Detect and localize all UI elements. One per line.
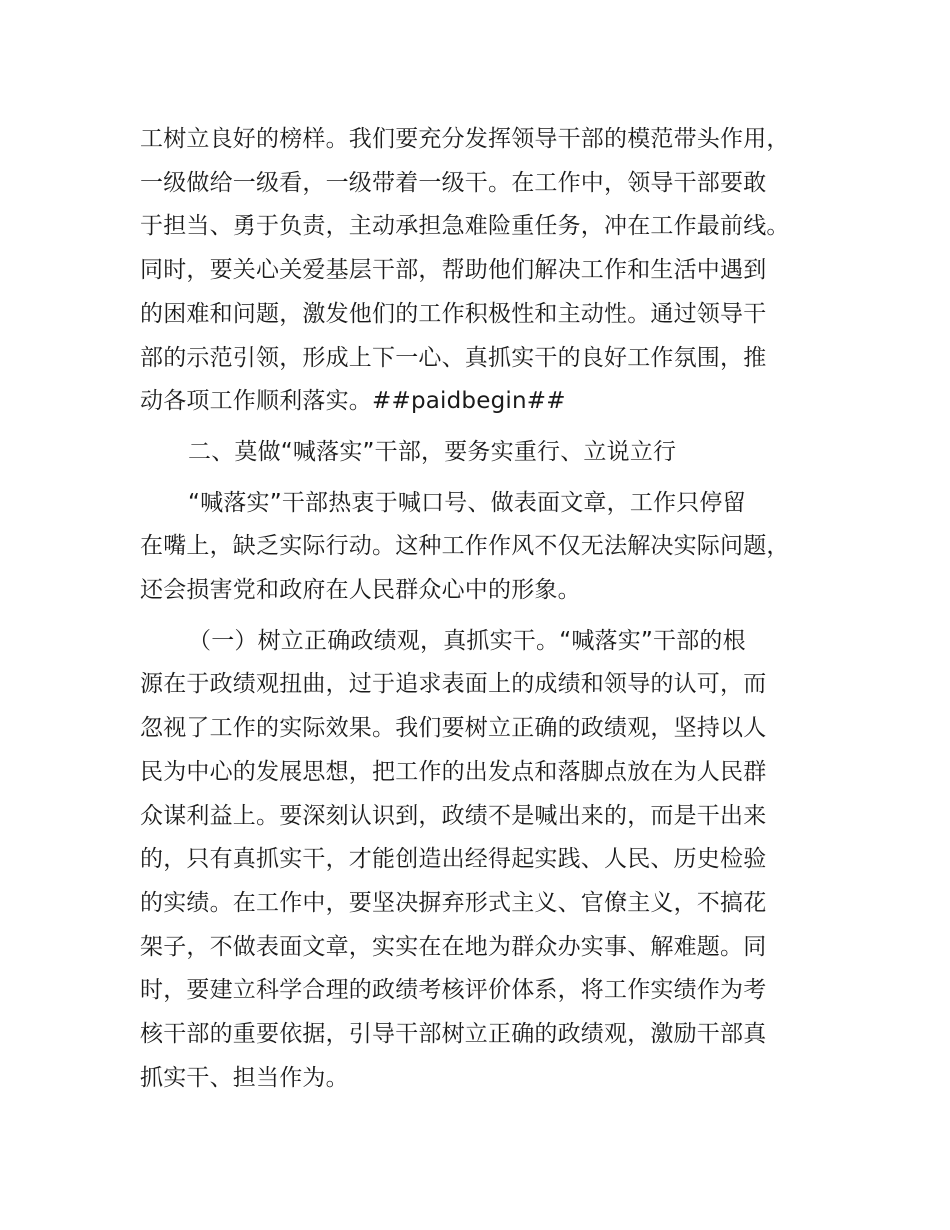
text-line: 工树立良好的榜样。我们要充分发挥领导干部的模范带头作用， <box>140 126 790 152</box>
text-line: 核干部的重要依据，引导干部树立正确的政绩观，激励干部真 <box>140 1021 767 1048</box>
paragraph-leadership-example <box>140 118 840 424</box>
text-line: 还会损害党和政府在人民群众心中的形象。 <box>140 577 581 604</box>
text-line: 动各项工作顺利落实。##paidbegin## <box>140 388 566 415</box>
text-line: 时，要建立科学合理的政绩考核评价体系，将工作实绩作为考 <box>140 977 767 1004</box>
text-line: 部的示范引领，形成上下一心、真抓实干的良好工作氛围，推 <box>140 344 767 371</box>
text-line: 的实绩。在工作中，要坚决摒弃形式主义、官僚主义，不搞花 <box>140 889 767 916</box>
text-line: 抓实干、担当作为。 <box>140 1064 349 1091</box>
text-line: 的，只有真抓实干，才能创造出经得起实践、人民、历史检验 <box>140 846 767 873</box>
text-line: 同时，要关心关爱基层干部，帮助他们解决工作和生活中遇到 <box>140 257 767 284</box>
text-line: 众谋利益上。要深刻认识到，政绩不是喊出来的，而是干出来 <box>140 802 767 829</box>
text-line: 忽视了工作的实际效果。我们要树立正确的政绩观，坚持以人 <box>140 715 767 742</box>
paragraph-subsection-one <box>140 620 840 1101</box>
paragraph-section-intro <box>140 482 840 613</box>
text-line: 民为中心的发展思想，把工作的出发点和落脚点放在为人民群 <box>140 758 767 785</box>
section-heading <box>140 431 840 475</box>
text-line: 架子，不做表面文章，实实在在地为群众办实事、解难题。同 <box>140 933 767 960</box>
text-line: （一）树立正确政绩观，真抓实干。“喊落实”干部的根 <box>188 627 746 654</box>
text-line: 一级做给一级看，一级带着一级干。在工作中，领导干部要敢 <box>140 169 767 196</box>
document-page <box>140 118 840 1100</box>
heading-line: 二、莫做“喊落实”干部，要务实重行、立说立行 <box>188 438 677 465</box>
text-line: 的困难和问题，激发他们的工作积极性和主动性。通过领导干 <box>140 300 767 327</box>
text-line: 在嘴上，缺乏实际行动。这种工作作风不仅无法解决实际问题， <box>140 533 790 560</box>
text-line: 源在于政绩观扭曲，过于追求表面上的成绩和领导的认可，而 <box>140 671 767 698</box>
text-line: “喊落实”干部热衷于喊口号、做表面文章，工作只停留 <box>188 489 746 516</box>
text-line: 于担当、勇于负责，主动承担急难险重任务，冲在工作最前线。 <box>140 213 790 240</box>
